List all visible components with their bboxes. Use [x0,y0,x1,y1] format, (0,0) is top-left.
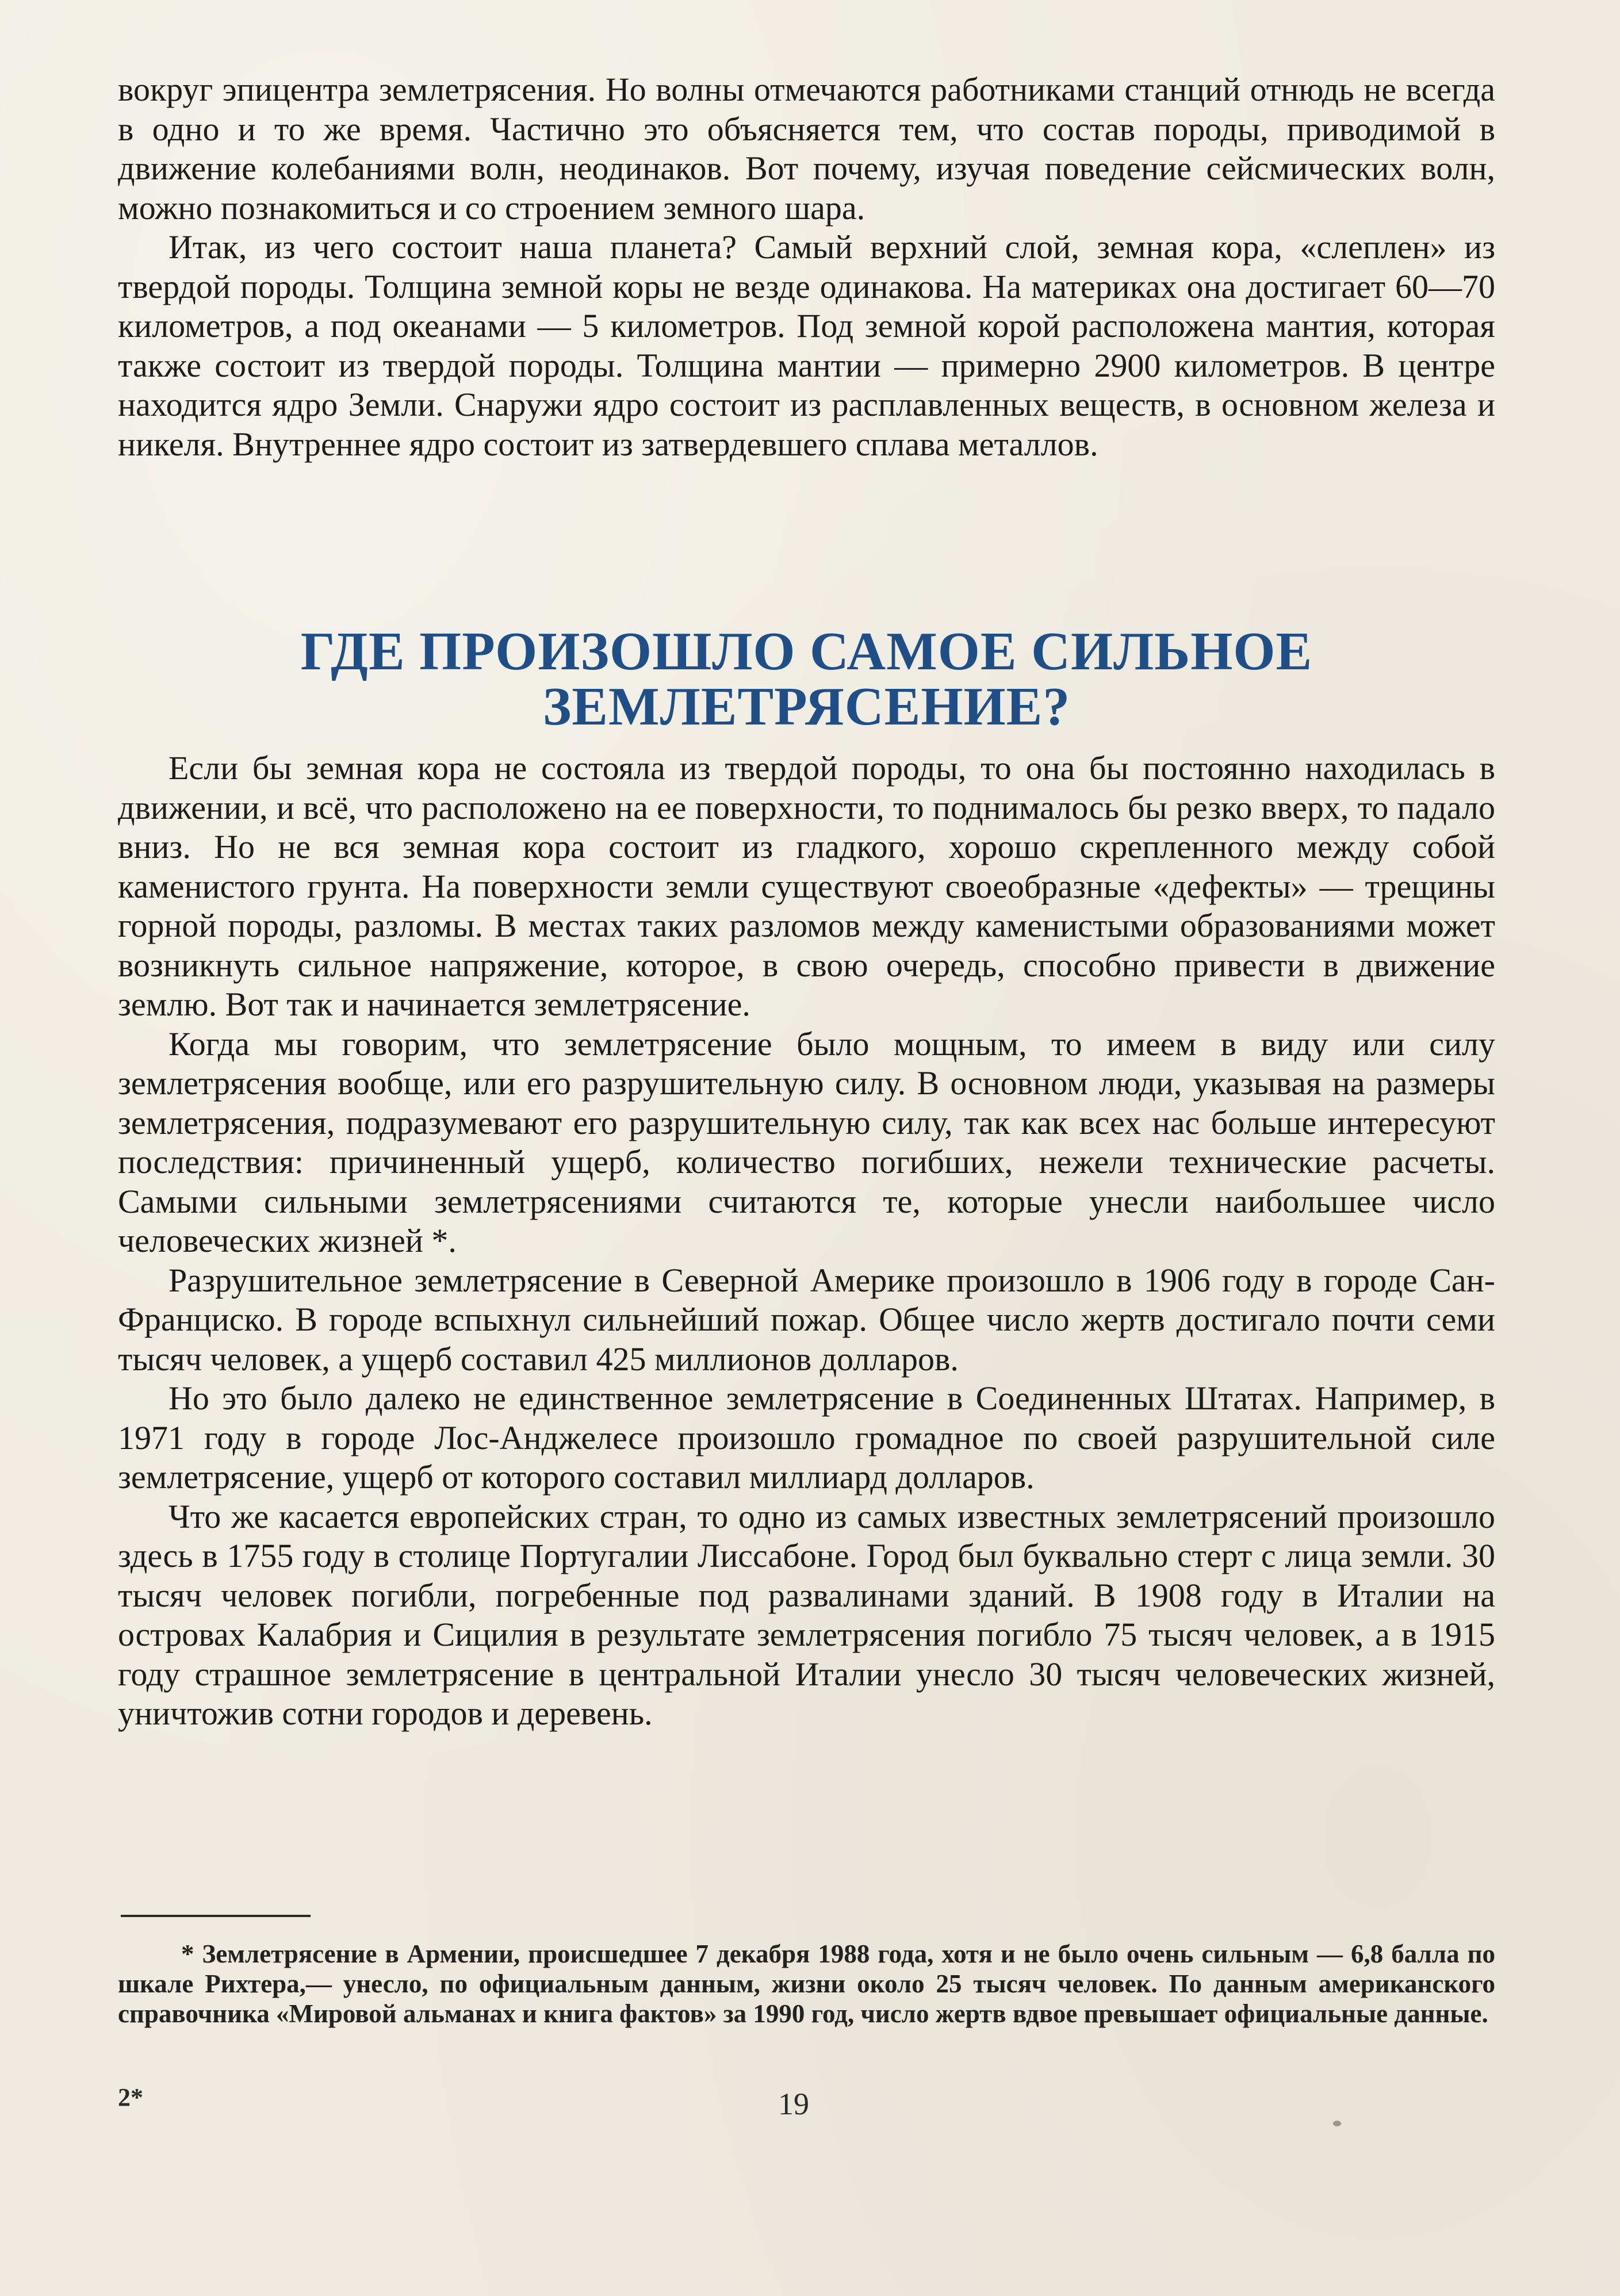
paragraph: Но это было далеко не единственное землетрясение в Соединенных Штатах. Например, в 1971 году в городе Лос-Анджелесе произошло громадное по своей разрушительной силе землетрясение, ущерб от которого составил миллиард долларов. [118,1379,1495,1496]
section-heading [118,622,1495,737]
text-block-top [118,70,1495,464]
heading-line: ЗЕМЛЕТРЯСЕНИЕ? [542,677,1071,737]
paragraph: вокруг эпицентра землетрясения. Но волны отмечаются работниками станций отнюдь не всегда в одно и то же время. Частично это объясняется тем, что состав породы, приводимой в движение колебаниями волн, неодинаков. Вот почему, изучая поведение сейсмических волн, можно познакомиться и со строением земного шара. [118,71,1495,227]
footnote-text: * Землетрясение в Армении, происшедшее 7 декабря 1988 года, хотя и не было очень сильным — 6,8 балла по шкале Рихтера,— унесло, по официальным данным, жизни около 25 тысяч человек. По данным американского справочника «Мировой альманах и книга фактов» за 1990 год, число жертв вдвое превышает официальные данные. [118,1939,1495,2028]
paragraph: Если бы земная кора не состояла из твердой породы, то она бы постоянно находилась в движении, и всё, что расположено на ее поверхности, то поднималось бы резко вверх, то падало вниз. Но не вся земная кора состоит из гладкого, хорошо скрепленного между собой каменистого грунта. На поверхности земли существуют своеобразные «дефекты» — трещины горной породы, разломы. В местах таких разломов между каменистыми образованиями может возникнуть сильное напряжение, которое, в свою очередь, способно привести в движение землю. Вот так и начинается землетрясение. [118,749,1495,1023]
paragraph: Когда мы говорим, что землетрясение было мощным, то имеем в виду или силу землетрясения вообще, или его разрушительную силу. В основном люди, указывая на размеры землетрясения, подразумевают его разрушительную силу, так как всех нас больше интересуют последствия: причиненный ущерб, количество погибших, нежели технические расчеты. Самыми сильными землетрясениями считаются те, которые унесли наибольшее число человеческих жизней *. [118,1025,1495,1259]
footnote-divider [121,1915,311,1917]
text-block-main [118,749,1495,1734]
paragraph: Что же касается европейских стран, то одно из самых известных землетрясений произошло здесь в 1755 году в столице Португалии Лиссабоне. Город был буквально стерт с лица земли. 30 тысяч человек погибли, погребенные под развалинами зданий. В 1908 году в Италии на островах Калабрия и Сицилия в результате землетрясения погибло 75 тысяч человек, а в 1915 году страшное землетрясение в центральной Италии унесло 30 тысяч человеческих жизней, уничтожив сотни городов и деревень. [118,1497,1495,1732]
paragraph: Разрушительное землетрясение в Северной Америке произошло в 1906 году в городе Сан-Франциско. В городе вспыхнул сильнейший пожар. Общее число жертв достигало почти семи тысяч человек, а ущерб составил 425 миллионов долларов. [118,1261,1495,1378]
paragraph: Итак, из чего состоит наша планета? Самый верхний слой, земная кора, «слеплен» из твердой породы. Толщина земной коры не везде одинакова. На материках она достигает 60—70 километров, а под океанами — 5 километров. Под земной корой расположена мантия, которая также состоит из твердой породы. Толщина мантии — примерно 2900 километров. В центре находится ядро Земли. Снаружи ядро состоит из расплавленных веществ, в основном железа и никеля. Внутреннее ядро состоит из затвердевшего сплава металлов. [118,228,1495,463]
page-number: 19 [778,2087,809,2121]
heading-line: ГДЕ ПРОИЗОШЛО САМОЕ СИЛЬНОЕ [300,622,1313,681]
footnote [118,1939,1495,2029]
ink-speck [1333,2121,1341,2126]
signature-mark: 2* [118,2083,143,2111]
